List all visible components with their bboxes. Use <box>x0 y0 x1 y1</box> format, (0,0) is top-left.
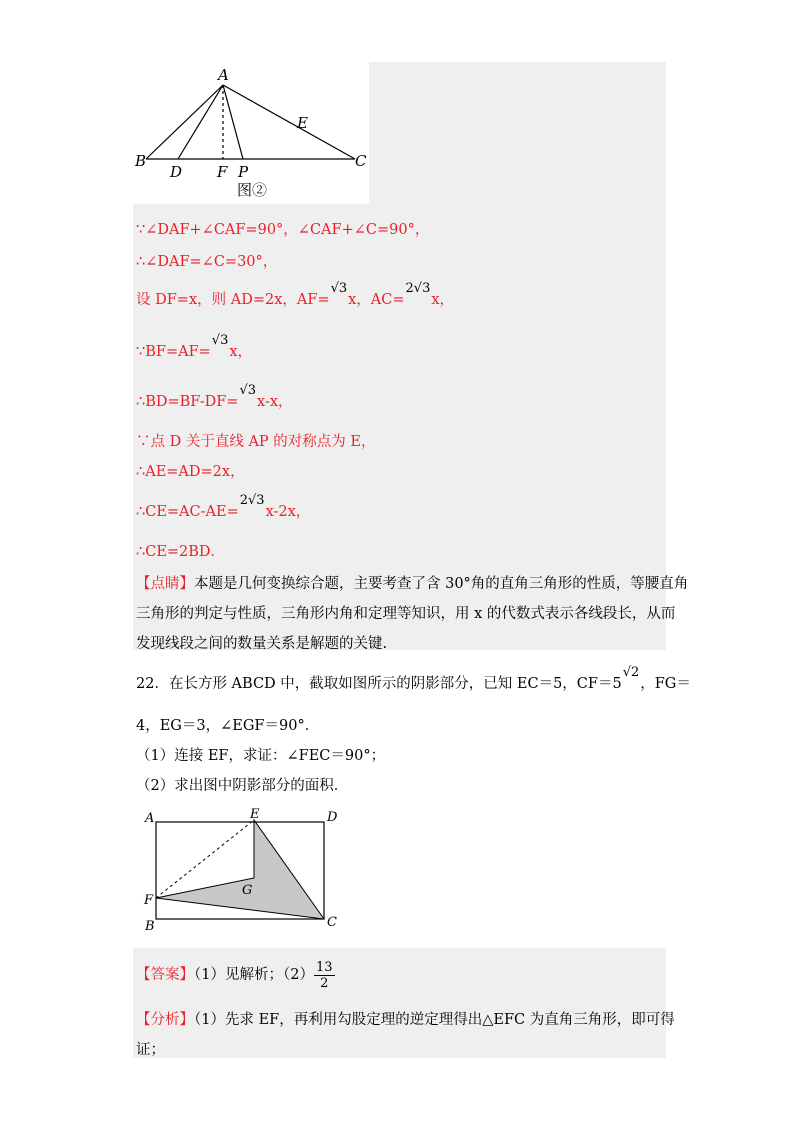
question-line-2: 4，EG＝3，∠EGF＝90°． <box>136 718 320 734</box>
label-D: D <box>327 810 338 825</box>
text: （1）先求 EF，再利用勾股定理的逆定理得出△EFC 为直角三角形，即可得 <box>194 1012 675 1028</box>
answer-tag: 【答案】 <box>136 967 194 983</box>
sqrt3: √3 <box>211 333 229 348</box>
comment-line-3: 发现线段之间的数量关系是解题的关键. <box>136 636 388 652</box>
label-A: A <box>145 811 155 826</box>
analysis-line-1 <box>136 1008 675 1029</box>
sqrt3: √3 <box>239 383 257 398</box>
text: ∴CE=AC-AE= <box>136 504 239 520</box>
fraction-denominator: 2 <box>320 975 329 991</box>
answer-text: （1）见解析；（2） <box>194 967 314 983</box>
answer-fraction <box>314 960 335 991</box>
fraction-numerator: 13 <box>315 959 333 975</box>
label-C: C <box>355 152 367 170</box>
solution-line-5 <box>136 383 293 411</box>
solution-line-8 <box>136 493 311 521</box>
text: x-2x， <box>265 504 311 520</box>
triangle-diagram <box>133 62 369 204</box>
rectangle-figure <box>136 805 356 940</box>
sqrt3: √3 <box>330 281 348 296</box>
two-sqrt3: 2√3 <box>405 281 431 296</box>
figure-2-triangle <box>133 62 369 204</box>
comment-line-1 <box>136 572 688 593</box>
comment-tag: 【点睛】 <box>136 576 194 592</box>
figure-caption: 图② <box>237 181 268 199</box>
label-F: F <box>144 893 154 908</box>
rectangle-diagram <box>136 805 356 940</box>
label-G: G <box>242 883 253 898</box>
label-E: E <box>250 807 260 822</box>
label-D: D <box>170 163 183 181</box>
sqrt2: √2 <box>622 665 640 680</box>
solution-line-9: ∴CE=2BD． <box>136 544 226 560</box>
label-P: P <box>238 163 249 181</box>
text: x，AC= <box>348 292 405 308</box>
solution-line-2: ∴∠DAF=∠C=30°， <box>136 254 278 270</box>
label-F: F <box>217 163 228 181</box>
question-part-2: （2）求出图中阴影部分的面积． <box>136 778 349 794</box>
solution-line-3 <box>136 281 455 309</box>
solution-line-6: ∵点 D 关于直线 AP 的对称点为 E， <box>136 434 376 450</box>
text: ∴BD=BF-DF= <box>136 394 239 410</box>
text: 22．在长方形 ABCD 中，截取如图所示的阴影部分，已知 EC＝5，CF＝5 <box>136 676 622 692</box>
label-B: B <box>145 919 155 934</box>
label-A: A <box>218 66 229 84</box>
label-C: C <box>327 915 337 930</box>
solution-line-1: ∵∠DAF+∠CAF=90°，∠CAF+∠C=90°， <box>136 222 430 238</box>
comment-line-2: 三角形的判定与性质，三角形内角和定理等知识，用 x 的代数式表示各线段长，从而 <box>136 606 676 622</box>
analysis-line-2: 证； <box>136 1042 165 1058</box>
question-part-1: （1）连接 EF，求证：∠FEC＝90°； <box>136 748 386 764</box>
answer-line <box>136 958 335 992</box>
analysis-tag: 【分析】 <box>136 1012 194 1028</box>
label-B: B <box>135 152 147 170</box>
text: 本题是几何变换综合题，主要考查了含 30°角的直角三角形的性质，等腰直角 <box>194 576 689 592</box>
question-line-1 <box>136 665 691 693</box>
solution-line-4 <box>136 333 253 361</box>
solution-line-7: ∴AE=AD=2x， <box>136 464 245 480</box>
two-sqrt3: 2√3 <box>239 493 265 508</box>
text: ，FG＝ <box>640 676 691 692</box>
text: 设 DF=x，则 AD=2x，AF= <box>136 292 330 308</box>
text: x， <box>229 344 253 360</box>
text: x， <box>431 292 455 308</box>
text: x-x， <box>257 394 293 410</box>
text: ∵BF=AF= <box>136 344 211 360</box>
label-E: E <box>297 114 308 132</box>
